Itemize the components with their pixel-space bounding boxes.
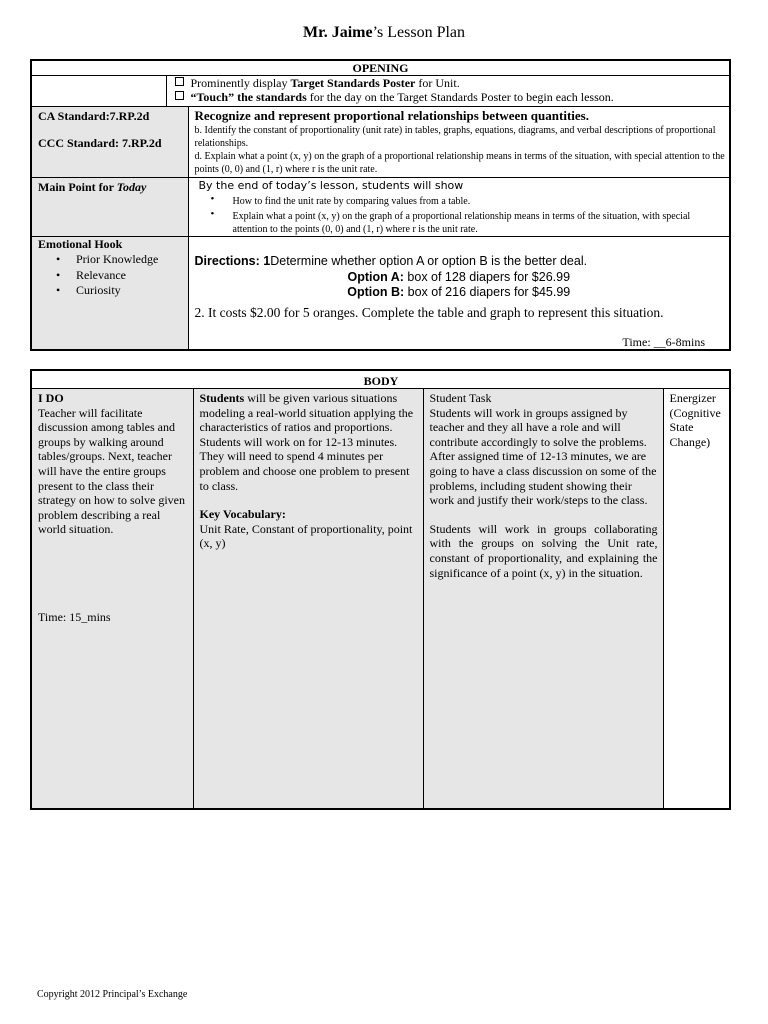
vocab-text: Unit Rate, Constant of proportionality, point (x, y): [199, 521, 413, 551]
title-suffix: ’s Lesson Plan: [372, 24, 466, 41]
directions-text: Determine whether option A or option B is the better deal.: [270, 254, 588, 268]
body-header-cell: [31, 370, 730, 389]
i-do-text: Teacher will facilitate discussion among tables and groups by walking around tables/groups. Next, teacher will have the entire groups present to the class their strategy on how to solve given problem describing a real world situation.: [38, 405, 185, 537]
main-point-lead: By the end of today’s lesson, students will show: [198, 179, 464, 192]
standard-b: b. Identify the constant of proportionality (unit rate) in tables, graphs, equations, diagrams, and verbal descriptions of proportional relationships.: [194, 125, 716, 149]
standard-d: d. Explain what a point (x, y) on the graph of a proportional relationship means in terms of the situation, with special attention to the points (0, 0) and (1, r) where r is the unit rate.: [194, 151, 725, 175]
list-item: • Explain what a point (x, y) on the graph of a proportional relationship means in terms of the situation, with special attention to the points (0, 0) and (1, r) where r is the unit rate.: [189, 208, 730, 236]
main-point-label-italic: Today: [116, 180, 147, 194]
directions: [189, 237, 730, 270]
opening-time: Time: __6-8mins: [622, 334, 705, 349]
ca-standard: CA Standard:7.RP.2d: [38, 109, 150, 123]
teacher-name: Mr. Jaime: [302, 24, 373, 41]
energizer: Energizer (Cognitive State Change): [669, 391, 721, 449]
body-header: BODY: [363, 374, 399, 388]
standards-cell: [188, 107, 730, 178]
list-item: • Prior Knowledge: [32, 252, 188, 268]
question-2: 2. It costs $2.00 for 5 oranges. Complete the table and graph to represent this situation.: [194, 304, 664, 320]
main-point-label: Main Point for: [38, 180, 117, 194]
students-cell: [193, 389, 423, 810]
checklist-item: “Touch” the standards for the day on the Target Standards Poster to begin each lesson.: [167, 90, 730, 104]
task-title: Student Task: [429, 391, 492, 405]
task-text: Students will work in groups assigned by teacher and they all have a role and will contribute accordingly to solve the problems. After assigned time of 12-13 minutes, we are going to have a class discussion on some of the problems, including student showing their work and justify their work/steps to the class.: [429, 405, 657, 508]
list-item: • How to find the unit rate by comparing values from a table.: [189, 193, 730, 208]
students-text: Students will be given various situations modeling a real-world situation applying the characteristics of ratios and proportions. Students will work on for 12-13 minutes. They will need to spend 4 minutes per problem and choose one problem to present to class.: [199, 391, 414, 493]
ccc-standard: CCC Standard: 7.RP.2d: [38, 136, 162, 150]
page-title: [0, 24, 768, 42]
checklist: [166, 76, 730, 107]
task-text-2: Students will work in groups collaborating with the groups on solving the Unit rate, constant of proportionality, and explaining the significance of a point (x, y) in the situation.: [429, 521, 658, 580]
vocab-label: Key Vocabulary:: [199, 507, 286, 522]
student-task-cell: [423, 389, 663, 810]
copyright-footer: Copyright 2012 Principal’s Exchange: [37, 989, 188, 1000]
hook-list: [32, 252, 188, 299]
hook-label-cell: [31, 237, 188, 350]
checkbox-icon[interactable]: [175, 91, 184, 100]
list-item: • Curiosity: [32, 283, 188, 299]
opening-header: OPENING: [352, 61, 409, 75]
directions-label: Directions: 1: [194, 254, 271, 268]
option-b: Option B: box of 216 diapers for $45.99: [347, 285, 571, 299]
i-do-time: Time: 15_mins: [38, 609, 111, 624]
opening-header-cell: [31, 60, 730, 76]
i-do-title: I DO: [38, 391, 64, 405]
hook-label: Emotional Hook: [38, 237, 123, 251]
opening-table: [30, 59, 731, 351]
main-point-list: [189, 193, 730, 236]
body-table: [30, 369, 731, 810]
checkbox-icon[interactable]: [175, 77, 184, 86]
energizer-cell: [663, 389, 730, 810]
hook-activity-cell: [188, 237, 730, 350]
i-do-cell: [31, 389, 193, 810]
checklist-item: Prominently display Target Standards Poster for Unit.: [167, 76, 730, 90]
standard-title: Recognize and represent proportional relationships between quantities.: [194, 108, 589, 123]
standards-label-cell: [31, 107, 188, 178]
list-item: • Relevance: [32, 268, 188, 284]
option-a: Option A: box of 128 diapers for $26.99: [347, 269, 571, 284]
main-point-cell: [188, 178, 730, 237]
main-point-label-cell: [31, 178, 188, 237]
